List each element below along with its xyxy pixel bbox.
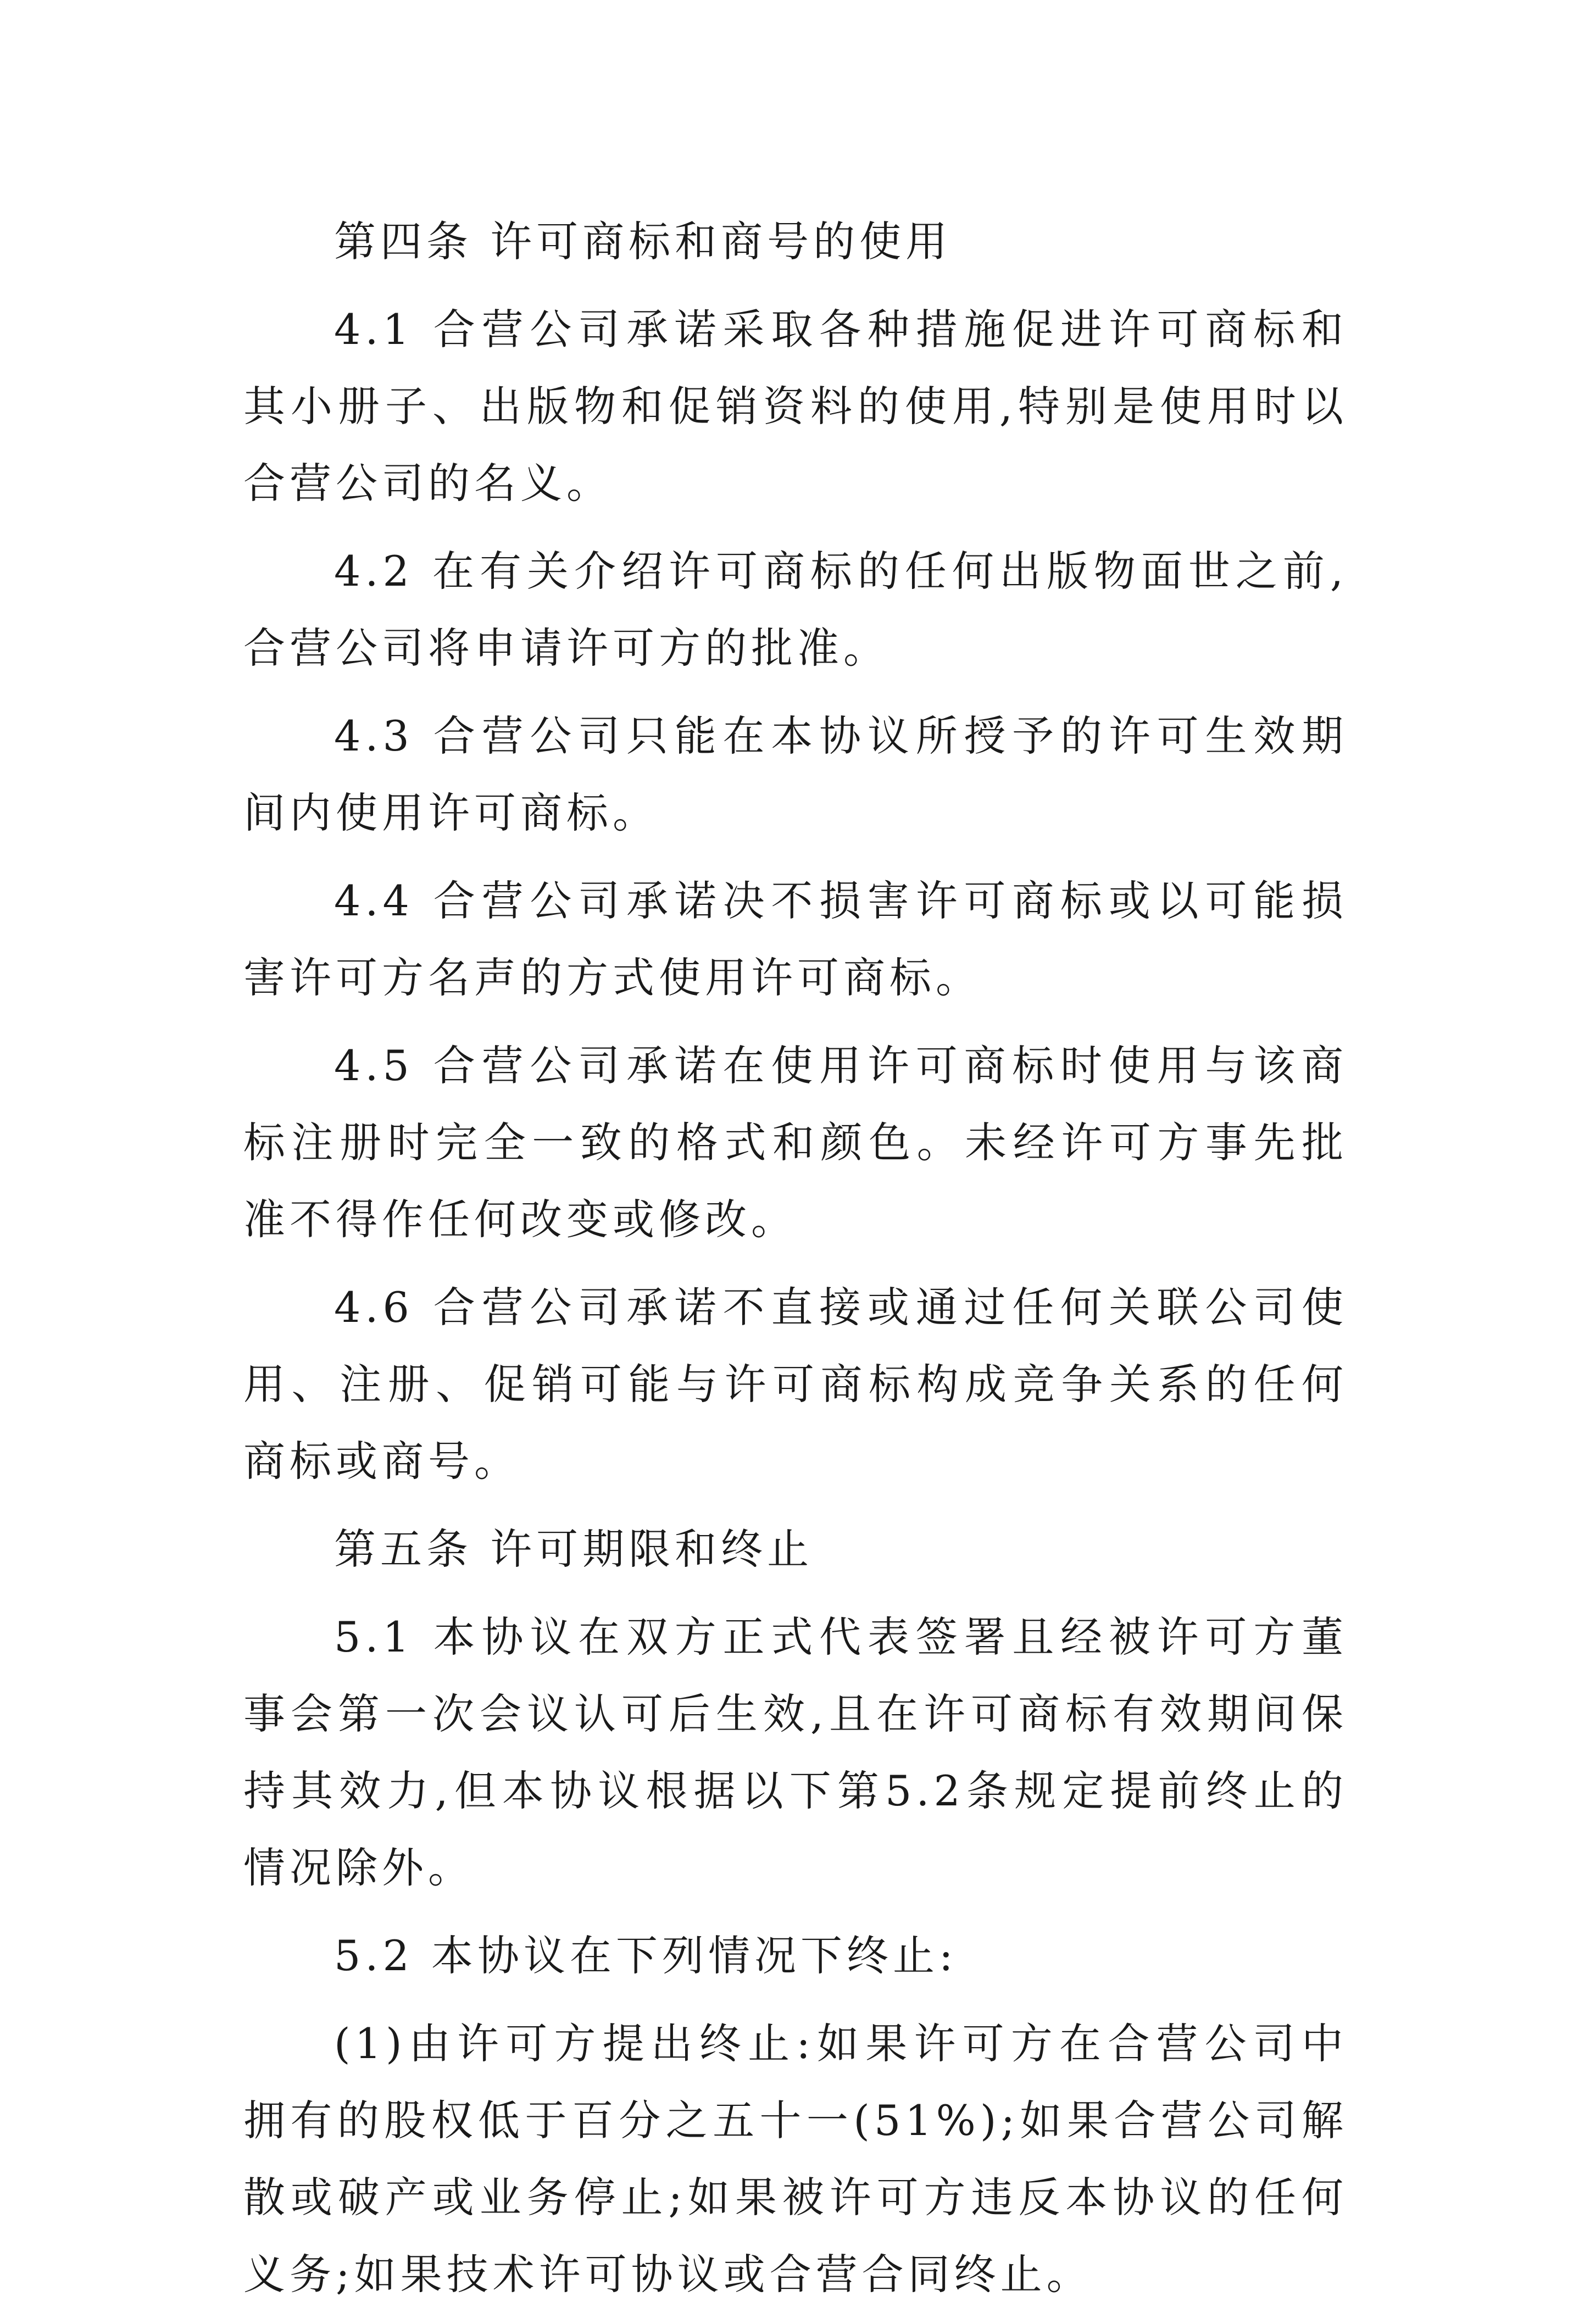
clause-4-4: 4.4 合营公司承诺决不损害许可商标或以可能损害许可方名声的方式使用许可商标。 — [243, 876, 1348, 1002]
clause-4-5: 4.5 合营公司承诺在使用许可商标时使用与该商标注册时完全一致的格式和颜色。未经许可方事先批准不得作任何改变或修改。 — [243, 1041, 1348, 1244]
clause-5-2: 5.2 本协议在下列情况下终止: — [334, 1931, 958, 1980]
document-body — [243, 203, 1348, 2324]
clause-4-1: 4.1 合营公司承诺采取各种措施促进许可商标和其小册子、出版物和促销资料的使用,特别是使用时以合营公司的名义。 — [243, 305, 1348, 508]
article-4-heading: 第四条 许可商标和商号的使用 — [334, 217, 952, 266]
clause-5-1: 5.1 本协议在双方正式代表签署且经被许可方董事会第一次会议认可后生效,且在许可商标有效期间保持其效力,但本协议根据以下第5.2条规定提前终止的情况除外。 — [243, 1613, 1348, 1892]
clause-4-6: 4.6 合营公司承诺不直接或通过任何关联公司使用、注册、促销可能与许可商标构成竞争关系的任何商标或商号。 — [243, 1283, 1348, 1486]
clause-4-2: 4.2 在有关介绍许可商标的任何出版物面世之前,合营公司将申请许可方的批准。 — [243, 547, 1348, 672]
clause-5-2-item-1: (1)由许可方提出终止:如果许可方在合营公司中拥有的股权低于百分之五十一(51%);如果合营公司解散或破产或业务停止;如果被许可方违反本协议的任何义务;如果技术许可协议或合营合同终止。 — [243, 2019, 1348, 2299]
clause-4-3: 4.3 合营公司只能在本协议所授予的许可生效期间内使用许可商标。 — [243, 711, 1348, 837]
article-5-heading: 第五条 许可期限和终止 — [334, 1525, 814, 1574]
